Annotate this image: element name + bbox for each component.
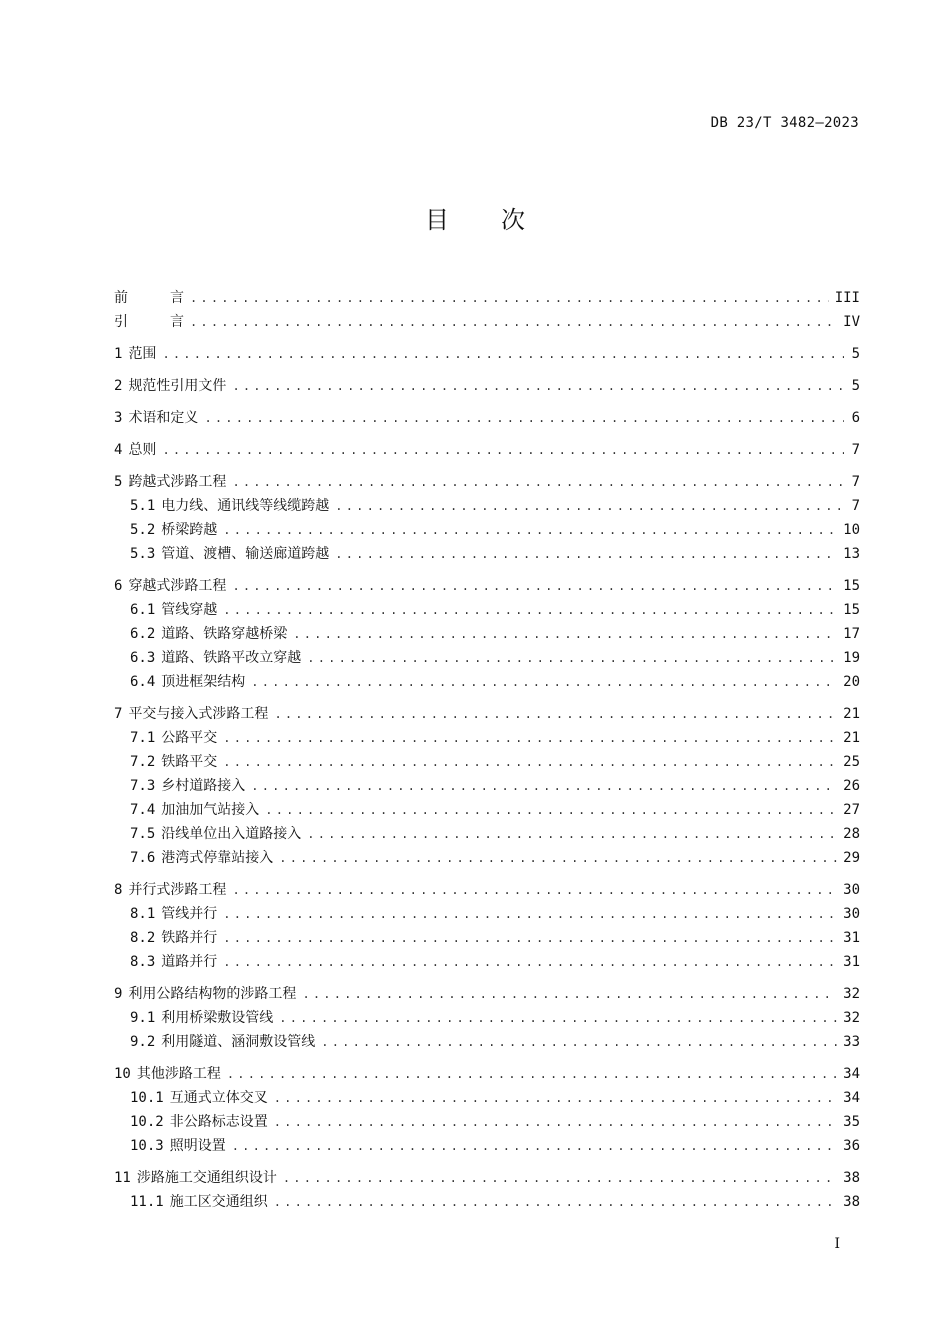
toc-entry-label: 道路、铁路平改立穿越 <box>161 650 302 666</box>
toc-entry-label: 照明设置 <box>169 1138 226 1154</box>
toc-subentry[interactable] <box>114 518 860 542</box>
toc-entry-number: 6.3 <box>130 650 156 666</box>
toc-page-number: 30 <box>843 906 860 922</box>
toc-entry-number: 8.3 <box>130 954 156 970</box>
toc-page-number: 34 <box>843 1090 860 1106</box>
toc-entry-label: 利用隧道、涵洞敷设管线 <box>161 1034 316 1050</box>
toc-entry-label: 公路平交 <box>161 730 218 746</box>
toc-entry-number: 10 <box>114 1066 131 1082</box>
toc-entry-label: 利用桥梁敷设管线 <box>161 1010 274 1026</box>
document-code: DB 23/T 3482—2023 <box>710 115 859 131</box>
toc-entry-number: 9.1 <box>130 1010 156 1026</box>
toc-page-number: 7 <box>851 498 860 514</box>
toc-entry-number: 6.2 <box>130 626 156 642</box>
dot-leader <box>190 310 837 334</box>
toc-entry-number: 5.3 <box>130 546 156 562</box>
toc-subentry[interactable] <box>114 670 860 694</box>
dot-leader <box>279 1006 837 1030</box>
toc-subentry[interactable] <box>114 1190 860 1214</box>
toc-page-number: 7 <box>851 442 860 458</box>
dot-leader <box>283 1166 837 1190</box>
toc-entry-number: 10.3 <box>130 1138 164 1154</box>
toc-entry[interactable] <box>114 286 860 310</box>
toc-subentry[interactable] <box>114 598 860 622</box>
dot-leader <box>274 1086 837 1110</box>
toc-page-number: 25 <box>843 754 860 770</box>
toc-subentry[interactable] <box>114 798 860 822</box>
toc-entry[interactable] <box>114 574 860 598</box>
dot-leader <box>293 622 837 646</box>
toc-entry-number: 7.4 <box>130 802 156 818</box>
toc-entry-label: 电力线、通讯线等线缆跨越 <box>161 498 330 514</box>
toc-page-number: 15 <box>843 602 860 618</box>
toc-entry[interactable] <box>114 342 860 366</box>
toc-entry[interactable] <box>114 374 860 398</box>
toc-page-number: 33 <box>843 1034 860 1050</box>
dot-leader <box>204 406 844 430</box>
toc-page-number: 7 <box>851 474 860 490</box>
toc-entry-label <box>114 286 184 310</box>
toc-entry-label: 道路并行 <box>161 954 218 970</box>
dot-leader <box>223 518 837 542</box>
toc-subentry[interactable] <box>114 1006 860 1030</box>
toc-entry-label: 互通式立体交叉 <box>169 1090 268 1106</box>
toc-subentry[interactable] <box>114 1110 860 1134</box>
toc-entry-label: 平交与接入式涉路工程 <box>128 706 269 722</box>
dot-leader <box>223 750 837 774</box>
toc-entry-label-char: 前 <box>114 290 128 306</box>
toc-entry-number: 5 <box>114 474 123 490</box>
toc-entry-label: 总则 <box>128 442 157 458</box>
toc-subentry[interactable] <box>114 1086 860 1110</box>
toc-page-number: 31 <box>843 954 860 970</box>
dot-leader <box>232 1134 837 1158</box>
toc-entry-label: 利用公路结构物的涉路工程 <box>128 986 297 1002</box>
toc-entry-number: 7.1 <box>130 730 156 746</box>
toc-page-number: III <box>834 290 860 306</box>
toc-entry[interactable] <box>114 1062 860 1086</box>
toc-entry-label: 术语和定义 <box>128 410 199 426</box>
toc-entry[interactable] <box>114 1166 860 1190</box>
toc-subentry[interactable] <box>114 646 860 670</box>
toc-entry[interactable] <box>114 310 860 334</box>
toc-page-number: 27 <box>843 802 860 818</box>
toc-page-number: 34 <box>843 1066 860 1082</box>
toc-page-number: 10 <box>843 522 860 538</box>
dot-leader <box>279 846 837 870</box>
toc-entry-label <box>114 310 184 334</box>
toc-page-number: IV <box>843 314 860 330</box>
dot-leader <box>265 798 837 822</box>
toc-entry-label: 其他涉路工程 <box>136 1066 221 1082</box>
toc-entry-number: 9.2 <box>130 1034 156 1050</box>
toc-entry-number: 8 <box>114 882 123 898</box>
toc-entry-number: 6.4 <box>130 674 156 690</box>
toc-page-number: 5 <box>851 378 860 394</box>
toc-page-number: 32 <box>843 1010 860 1026</box>
toc-subentry[interactable] <box>114 542 860 566</box>
toc-subentry[interactable] <box>114 822 860 846</box>
dot-leader <box>232 470 844 494</box>
toc-page-number: 20 <box>843 674 860 690</box>
toc-subentry[interactable] <box>114 926 860 950</box>
toc-entry[interactable] <box>114 470 860 494</box>
toc-entry-number: 6.1 <box>130 602 156 618</box>
dot-leader <box>223 950 837 974</box>
page-title <box>0 200 950 235</box>
toc-entry-label: 跨越式涉路工程 <box>128 474 227 490</box>
dot-leader <box>223 926 837 950</box>
toc-page-number: 6 <box>851 410 860 426</box>
toc-page-number: 21 <box>843 706 860 722</box>
toc-entry-number: 7.6 <box>130 850 156 866</box>
toc-entry-label: 规范性引用文件 <box>128 378 227 394</box>
toc-entry-number: 7.2 <box>130 754 156 770</box>
dot-leader <box>227 1062 837 1086</box>
toc-entry[interactable] <box>114 982 860 1006</box>
toc-entry-label: 管线穿越 <box>161 602 218 618</box>
toc-entry-label: 桥梁跨越 <box>161 522 218 538</box>
toc-entry-number: 10.1 <box>130 1090 164 1106</box>
toc-entry-label: 管线并行 <box>161 906 218 922</box>
toc-entry-number: 1 <box>114 346 123 362</box>
dot-leader <box>232 878 837 902</box>
toc-entry-label: 港湾式停靠站接入 <box>161 850 274 866</box>
toc-entry-label: 顶进框架结构 <box>161 674 246 690</box>
toc-page-number: 30 <box>843 882 860 898</box>
toc-page-number: 5 <box>851 346 860 362</box>
toc-entry-number: 8.1 <box>130 906 156 922</box>
toc-subentry[interactable] <box>114 494 860 518</box>
toc-page-number: 19 <box>843 650 860 666</box>
dot-leader <box>335 494 844 518</box>
dot-leader <box>274 702 837 726</box>
dot-leader <box>232 574 837 598</box>
toc-subentry[interactable] <box>114 750 860 774</box>
toc-entry-label: 穿越式涉路工程 <box>128 578 227 594</box>
toc-entry-label: 范围 <box>128 346 157 362</box>
toc-entry-label-char: 言 <box>170 290 184 306</box>
toc-page-number: 21 <box>843 730 860 746</box>
toc-entry-number: 7.5 <box>130 826 156 842</box>
toc-subentry[interactable] <box>114 950 860 974</box>
dot-leader <box>274 1190 837 1214</box>
dot-leader <box>223 726 837 750</box>
dot-leader <box>307 822 837 846</box>
toc-page-number: 32 <box>843 986 860 1002</box>
toc-entry-label: 加油加气站接入 <box>161 802 260 818</box>
toc-entry-number: 10.2 <box>130 1114 164 1130</box>
toc-entry-label: 非公路标志设置 <box>169 1114 268 1130</box>
toc-subentry[interactable] <box>114 622 860 646</box>
toc-entry[interactable] <box>114 878 860 902</box>
toc-page-number: 31 <box>843 930 860 946</box>
dot-leader <box>223 598 837 622</box>
toc-subentry[interactable] <box>114 902 860 926</box>
toc-entry-label: 涉路施工交通组织设计 <box>136 1170 277 1186</box>
toc-subentry[interactable] <box>114 846 860 870</box>
dot-leader <box>307 646 837 670</box>
toc-entry-label-char: 言 <box>170 314 184 330</box>
toc-entry-number: 4 <box>114 442 123 458</box>
toc-entry-label: 沿线单位出入道路接入 <box>161 826 302 842</box>
toc-page-number: 29 <box>843 850 860 866</box>
toc-entry-number: 5.1 <box>130 498 156 514</box>
toc-subentry[interactable] <box>114 726 860 750</box>
toc-entry-number: 9 <box>114 986 123 1002</box>
page-folio: I <box>834 1236 840 1252</box>
toc-subentry[interactable] <box>114 1030 860 1054</box>
toc-entry-label: 施工区交通组织 <box>169 1194 268 1210</box>
toc-entry-number: 2 <box>114 378 123 394</box>
toc-page-number: 38 <box>843 1170 860 1186</box>
toc-entry-label: 铁路并行 <box>161 930 218 946</box>
toc-entry-label: 管道、渡槽、输送廊道跨越 <box>161 546 330 562</box>
toc-page-number: 26 <box>843 778 860 794</box>
dot-leader <box>321 1030 837 1054</box>
toc-entry-number: 11 <box>114 1170 131 1186</box>
toc-entry-number: 7.3 <box>130 778 156 794</box>
toc-entry-number: 11.1 <box>130 1194 164 1210</box>
toc-entry-number: 6 <box>114 578 123 594</box>
dot-leader <box>302 982 837 1006</box>
toc-page-number: 28 <box>843 826 860 842</box>
toc-subentry[interactable] <box>114 1134 860 1158</box>
title-char-1: 目 <box>425 206 449 234</box>
toc-page-number: 35 <box>843 1114 860 1130</box>
dot-leader <box>190 286 829 310</box>
toc-page-number: 13 <box>843 546 860 562</box>
dot-leader <box>274 1110 837 1134</box>
toc-entry-label: 并行式涉路工程 <box>128 882 227 898</box>
toc-entry[interactable] <box>114 702 860 726</box>
toc-entry-label: 铁路平交 <box>161 754 218 770</box>
dot-leader <box>251 670 837 694</box>
toc-page-number: 38 <box>843 1194 860 1210</box>
dot-leader <box>335 542 837 566</box>
toc-entry-number: 8.2 <box>130 930 156 946</box>
toc-entry-number: 5.2 <box>130 522 156 538</box>
toc-entry-label-char: 引 <box>114 314 128 330</box>
title-char-2: 次 <box>501 206 525 234</box>
dot-leader <box>232 374 844 398</box>
table-of-contents <box>114 286 860 1214</box>
dot-leader <box>251 774 837 798</box>
toc-page-number: 15 <box>843 578 860 594</box>
toc-entry[interactable] <box>114 406 860 430</box>
dot-leader <box>223 902 837 926</box>
dot-leader <box>162 438 844 462</box>
toc-subentry[interactable] <box>114 774 860 798</box>
toc-entry-number: 7 <box>114 706 123 722</box>
toc-entry-label: 乡村道路接入 <box>161 778 246 794</box>
dot-leader <box>162 342 844 366</box>
toc-page-number: 36 <box>843 1138 860 1154</box>
toc-page-number: 17 <box>843 626 860 642</box>
toc-entry-number: 3 <box>114 410 123 426</box>
toc-entry-label: 道路、铁路穿越桥梁 <box>161 626 288 642</box>
toc-entry[interactable] <box>114 438 860 462</box>
